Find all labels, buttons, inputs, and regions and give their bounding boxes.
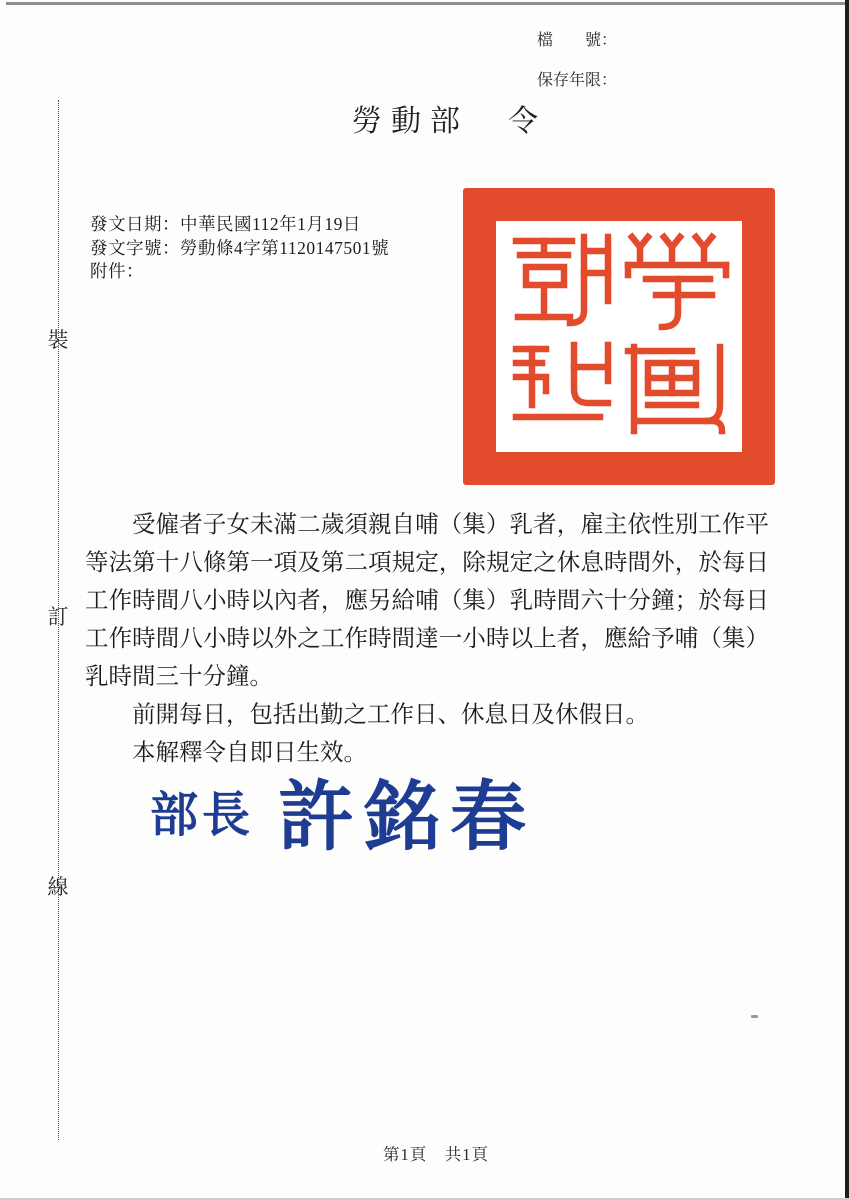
document-meta bbox=[90, 213, 389, 284]
archive-labels bbox=[537, 27, 618, 89]
page-number-footer: 第1頁 共1頁 bbox=[383, 1145, 489, 1164]
order-body-text bbox=[85, 506, 769, 772]
minister-name-signature: 許銘春 bbox=[278, 776, 537, 860]
ministry-seal-stamp bbox=[463, 188, 775, 485]
minister-signature-block bbox=[150, 756, 536, 865]
issue-date-line: 發文日期：中華民國112年1月19日 bbox=[90, 214, 361, 234]
retention-period-label: 保存年限： bbox=[537, 72, 618, 89]
binding-mark: 線 bbox=[47, 875, 69, 899]
body-paragraph: 本解釋令自即日生效。 bbox=[132, 740, 367, 766]
minister-title: 部長 bbox=[150, 789, 255, 842]
scan-speck bbox=[751, 1015, 758, 1018]
document-title: 勞動部 令 bbox=[352, 105, 547, 138]
scan-edge-top bbox=[6, 2, 849, 5]
binding-mark: 裝 bbox=[47, 328, 69, 352]
attachment-line: 附件： bbox=[90, 261, 144, 281]
scan-edge-right bbox=[845, 0, 849, 1200]
body-paragraph: 前開每日，包括出勤之工作日、休息日及休假日。 bbox=[132, 702, 649, 728]
binding-mark: 訂 bbox=[47, 605, 69, 629]
doc-number-line: 發文字號：勞動條4字第1120147501號 bbox=[90, 237, 390, 258]
body-paragraph: 受僱者子女未滿二歲須親自哺（集）乳者，雇主依性別工作平等法第十八條第一項及第二項規定，除規定之休息時間外，於每日工作時間八小時以內者，應另給哺（集）乳時間六十分鐘；於每日工作時間八小時以外之工作時間達一小時以上者，應給予哺（集）乳時間三十分鐘。 bbox=[85, 512, 769, 690]
seal-script-glyphs-icon bbox=[496, 221, 742, 452]
file-number-label: 檔 號： bbox=[537, 32, 618, 49]
